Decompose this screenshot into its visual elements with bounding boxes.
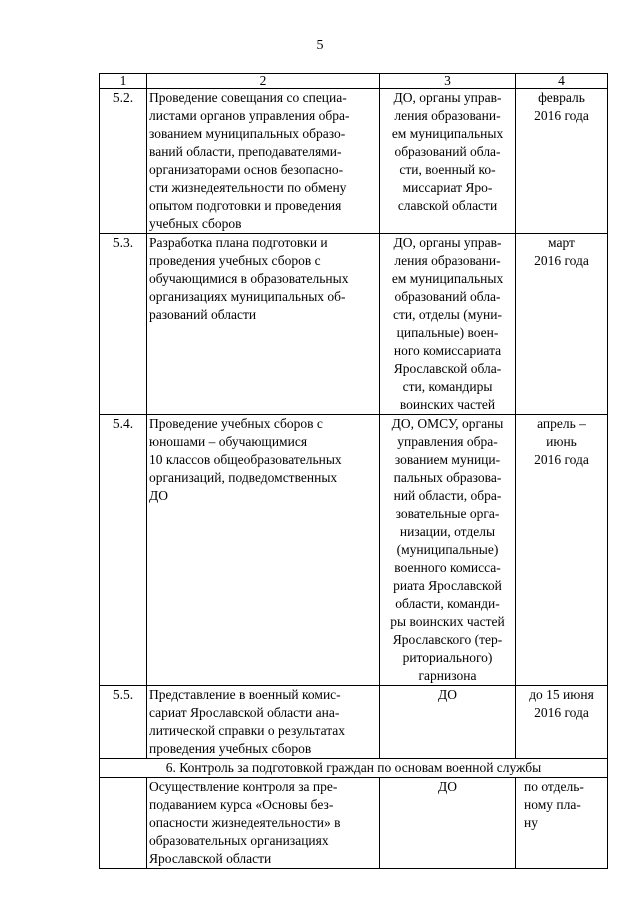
responsible-line: ры воинских частей (390, 614, 505, 629)
responsible-line: ДО, органы управ- (393, 235, 502, 250)
task-line: литической справки о результатах (149, 723, 346, 738)
responsible-line: воинских частей (399, 397, 496, 412)
responsible-line: риториального) (402, 650, 493, 665)
responsible-line: пальных образова- (393, 470, 502, 485)
task-line: Разработка плана подготовки и (149, 235, 328, 250)
responsible-line: сти, военный ко- (399, 162, 496, 177)
deadline-cell (516, 686, 608, 759)
responsible-line: ления образовани- (394, 108, 501, 123)
deadline-line: 2016 года (534, 253, 589, 268)
responsible-line: ДО (438, 779, 457, 794)
responsible-line: Ярославского (тер- (392, 632, 503, 647)
responsible-line: сти, отделы (муни- (393, 307, 502, 322)
deadline-line: 2016 года (534, 108, 589, 123)
responsible-line: ний области, обра- (393, 488, 502, 503)
responsible-cell (380, 415, 516, 686)
table-row (100, 778, 608, 869)
task-line: листами органов управления обра- (149, 108, 350, 123)
task-line: проведения учебных сборов с (149, 253, 321, 268)
section-heading: 6. Контроль за подготовкой граждан по основам военной службы (100, 759, 608, 778)
responsible-line: области, команди- (395, 596, 500, 611)
responsible-line: образований обла- (394, 144, 501, 159)
table-row (100, 686, 608, 759)
task-line: организациях муниципальных об- (149, 289, 346, 304)
task-cell (147, 415, 380, 686)
responsible-line: миссариат Яро- (402, 180, 493, 195)
task-line: ваний области, преподавателями- (149, 144, 342, 159)
responsible-line: риата Ярославской (393, 578, 502, 593)
task-line: Осуществление контроля за пре- (149, 779, 338, 794)
task-line: Ярославской области (149, 851, 272, 866)
responsible-line: управления обра- (397, 434, 498, 449)
task-line: обучающимися в образовательных (149, 271, 349, 286)
task-line: опасности жизнедеятельности» в (149, 815, 341, 830)
task-cell (147, 686, 380, 759)
responsible-line: ного комиссариата (393, 343, 502, 358)
responsible-line: военного комисса- (394, 560, 501, 575)
task-line: проведения учебных сборов (149, 741, 312, 756)
task-line: организаций, подведомственных (149, 470, 338, 485)
responsible-cell (380, 686, 516, 759)
responsible-line: зованием муници- (394, 452, 501, 467)
task-line: сариат Ярославской области ана- (149, 705, 340, 720)
responsible-line: ем муниципальных (391, 271, 504, 286)
deadline-line: февраль (538, 90, 585, 105)
header-cell-2: 2 (147, 74, 380, 89)
plan-table (99, 73, 608, 869)
deadline-line: ному пла- (524, 797, 581, 812)
task-line: сти жизнедеятельности по обмену (149, 180, 347, 195)
task-line: 10 классов общеобразовательных (149, 452, 342, 467)
deadline-cell (516, 89, 608, 234)
deadline-line: до 15 июня (529, 687, 594, 702)
responsible-line: ем муниципальных (391, 126, 504, 141)
task-line: юношами – обучающимися (149, 434, 308, 449)
deadline-line: июнь (546, 434, 577, 449)
task-line: опытом подготовки и проведения (149, 198, 342, 213)
row-number: 5.5. (100, 686, 147, 759)
task-line: образовательных организациях (149, 833, 329, 848)
task-cell (147, 89, 380, 234)
responsible-line: низации, отделы (399, 524, 496, 539)
responsible-line: ДО, ОМСУ, органы (391, 416, 504, 431)
responsible-line: славской области (397, 198, 498, 213)
task-line: Представление в военный комис- (149, 687, 341, 702)
task-line: учебных сборов (149, 216, 242, 231)
task-line: подаванием курса «Основы без- (149, 797, 334, 812)
task-line: Проведение учебных сборов с (149, 416, 323, 431)
responsible-line: ления образовани- (394, 253, 501, 268)
task-line: организаторами основ безопасно- (149, 162, 344, 177)
table-row (100, 234, 608, 415)
responsible-line: зовательные орга- (395, 506, 500, 521)
responsible-line: образований обла- (394, 289, 501, 304)
responsible-cell (380, 234, 516, 415)
deadline-cell (516, 415, 608, 686)
task-line: Проведение совещания со специа- (149, 90, 347, 105)
deadline-line: по отдель- (524, 779, 584, 794)
responsible-cell (380, 778, 516, 869)
row-number: 5.2. (100, 89, 147, 234)
row-number: 5.4. (100, 415, 147, 686)
header-cell-1: 1 (100, 74, 147, 89)
header-cell-3: 3 (380, 74, 516, 89)
task-line: зованием муниципальных образо- (149, 126, 346, 141)
deadline-line: ну (524, 815, 538, 830)
deadline-line: 2016 года (534, 452, 589, 467)
responsible-cell (380, 89, 516, 234)
responsible-line: Ярославской обла- (393, 361, 502, 376)
header-cell-4: 4 (516, 74, 608, 89)
deadline-line: 2016 года (534, 705, 589, 720)
responsible-line: ципальные) воен- (396, 325, 499, 340)
task-cell (147, 778, 380, 869)
responsible-line: ДО, органы управ- (393, 90, 502, 105)
task-line: разований области (149, 307, 257, 322)
section-heading-row (100, 759, 608, 778)
table-row (100, 415, 608, 686)
responsible-line: (муниципальные) (396, 542, 499, 557)
task-cell (147, 234, 380, 415)
responsible-line: ДО (438, 687, 457, 702)
deadline-line: апрель – (537, 416, 586, 431)
deadline-line: март (548, 235, 575, 250)
row-number: 5.3. (100, 234, 147, 415)
responsible-line: гарнизона (418, 668, 477, 683)
task-line: ДО (149, 488, 168, 503)
deadline-cell (516, 234, 608, 415)
table-row (100, 89, 608, 234)
deadline-cell (516, 778, 608, 869)
page-number: 5 (316, 38, 324, 53)
table-header-row (100, 74, 608, 89)
row-number (100, 778, 147, 869)
responsible-line: сти, командиры (402, 379, 493, 394)
